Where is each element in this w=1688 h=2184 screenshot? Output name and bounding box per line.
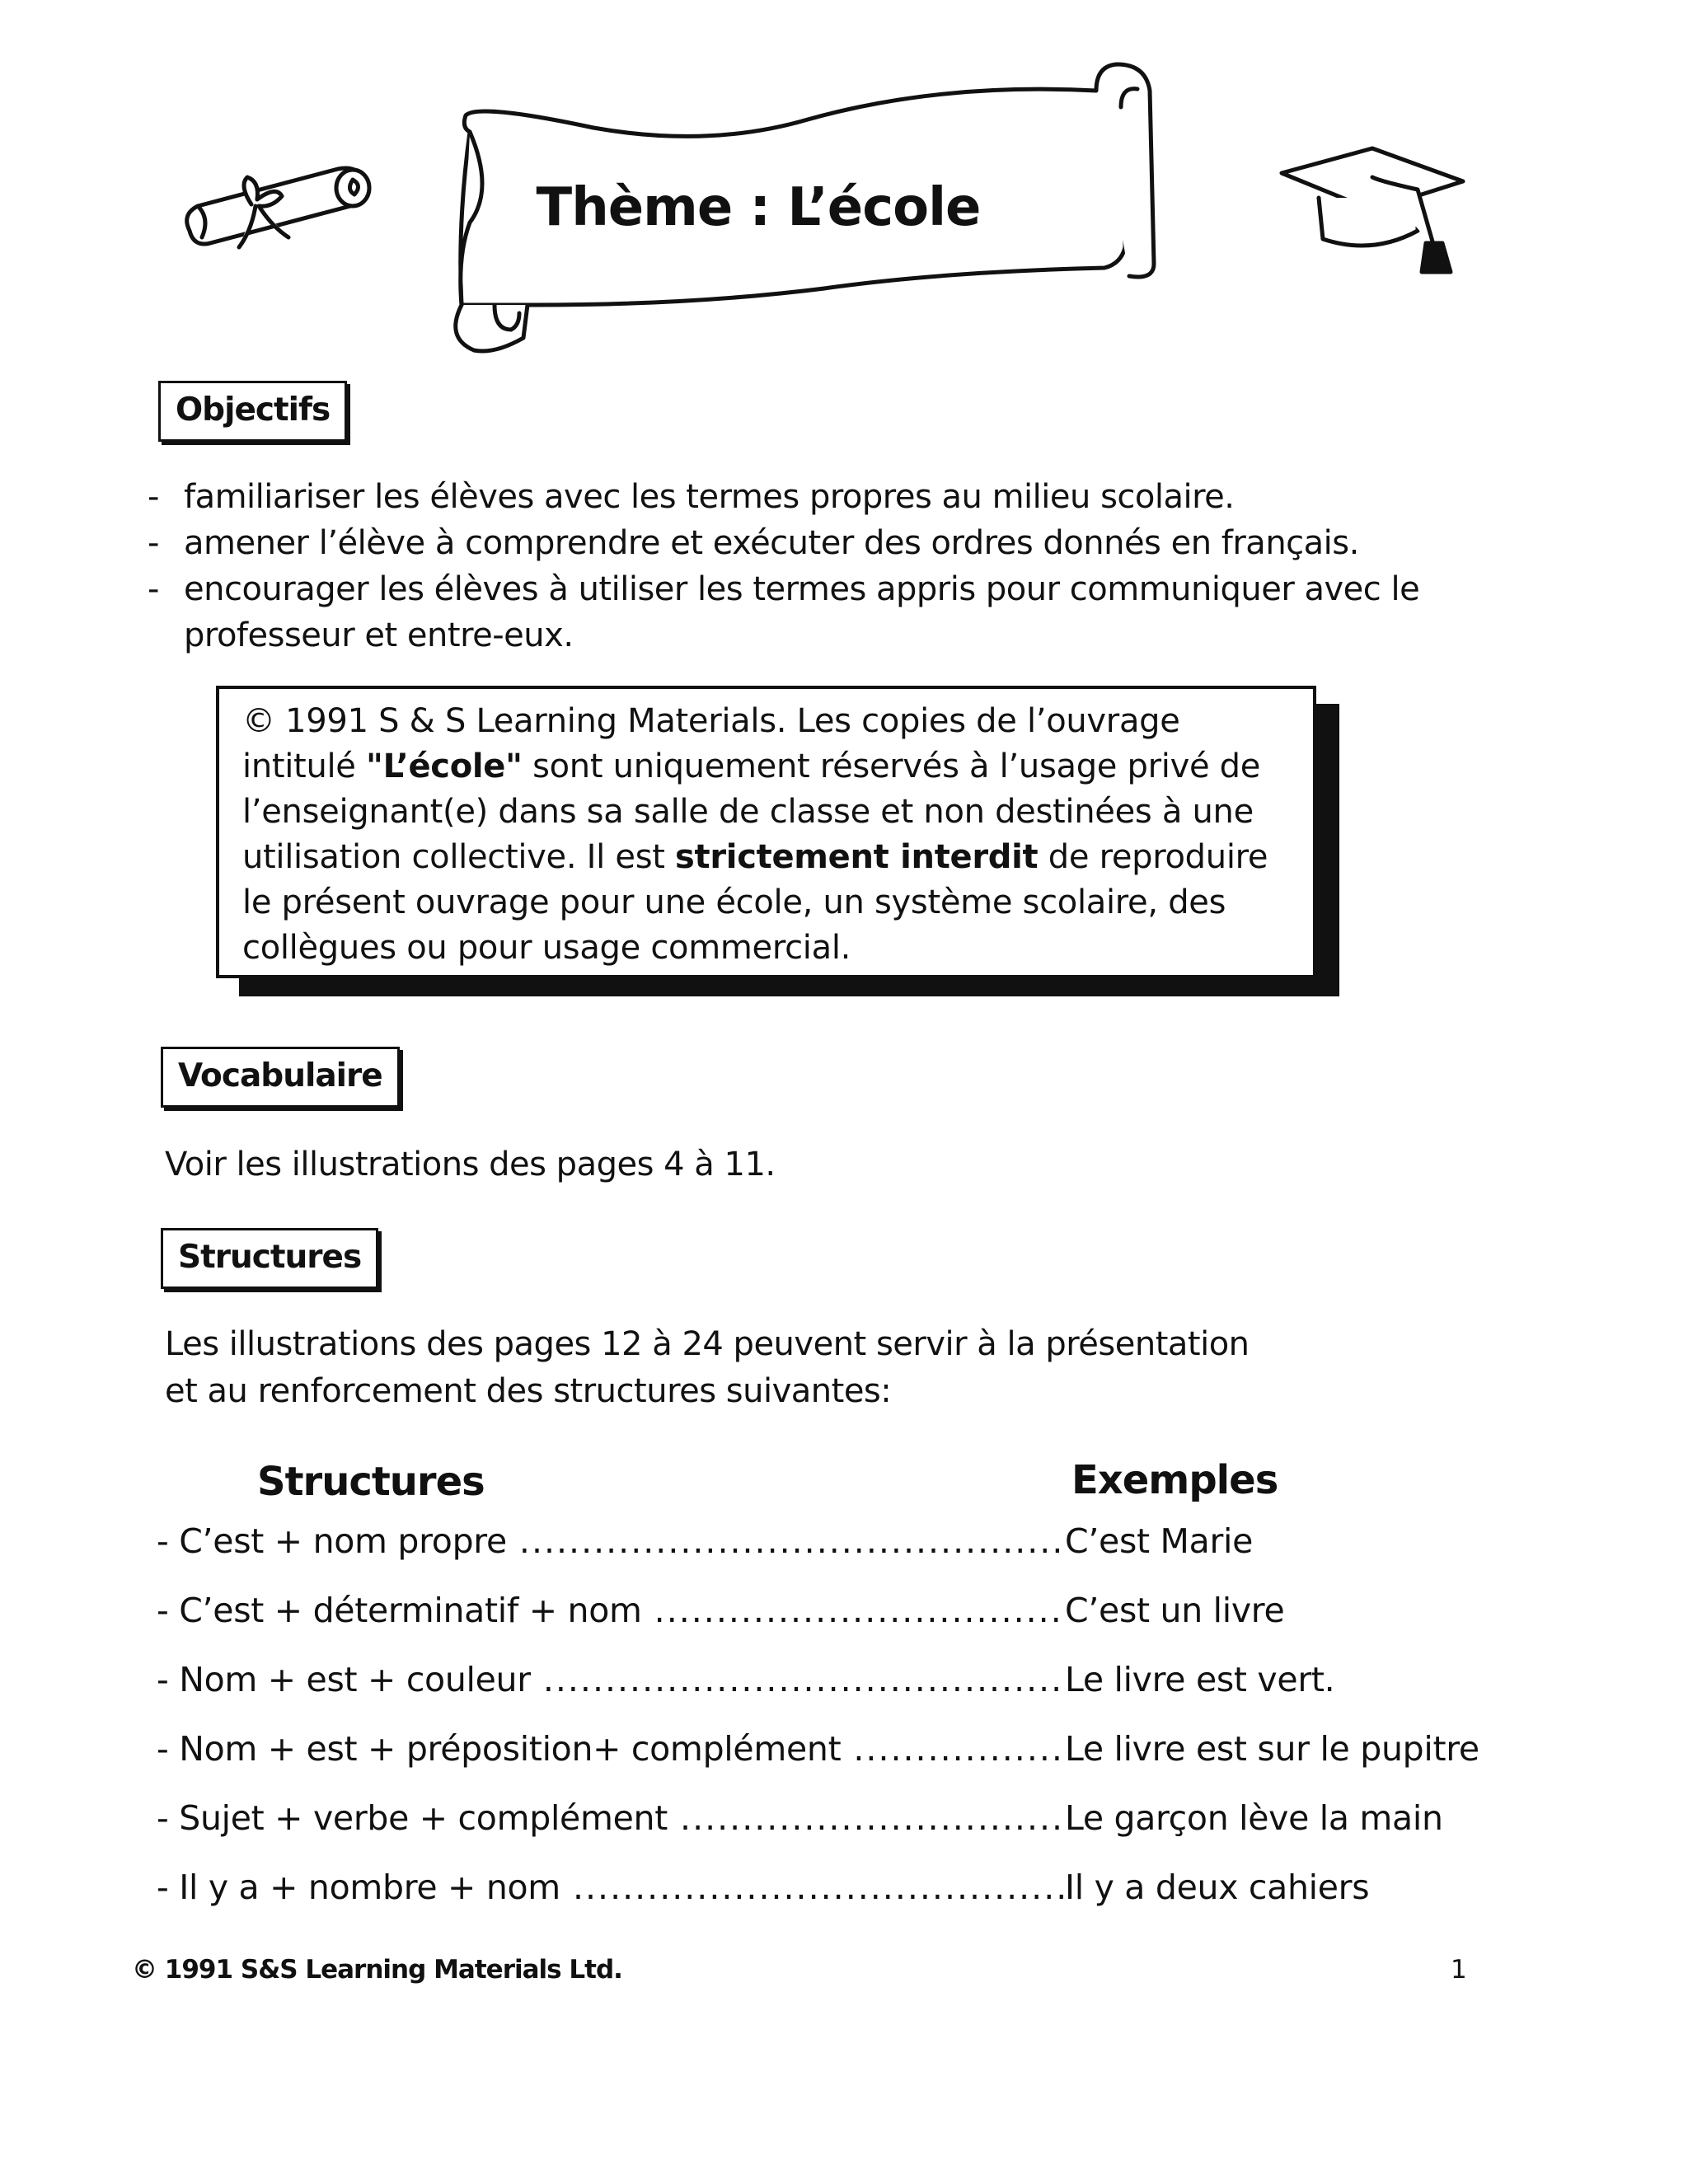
list-item: - amener l’élève à comprendre et exécuter des ordres donnés en français. (144, 520, 1504, 566)
table-row (157, 1864, 1508, 1933)
notice-bold-warning: strictement interdit (675, 838, 1039, 876)
graduation-cap-icon (1273, 140, 1471, 280)
structures-table (157, 1518, 1508, 1933)
structure-cell: - Il y a + nombre + nom ..... (157, 1864, 1063, 1910)
example-cell: Le livre est vert. (1063, 1657, 1334, 1703)
table-row (157, 1726, 1508, 1795)
table-row (157, 1657, 1508, 1726)
example-cell: Le garçon lève la main (1063, 1795, 1443, 1841)
example-cell: C’est un livre (1063, 1587, 1284, 1633)
notice-text: de reproduire le présent ouvrage pour une école, un système scolaire, des collègues ou pour usage commercial. (242, 838, 1268, 967)
structure-cell: - C’est + déterminatif + nom ..... (157, 1587, 1063, 1633)
structures-heading: Structures (161, 1228, 378, 1289)
structures-intro-line2: et au renforcement des structures suivantes: (165, 1372, 892, 1410)
example-cell: Le livre est sur le pupitre (1063, 1726, 1479, 1772)
structures-intro-line1: Les illustrations des pages 12 à 24 peuvent servir à la présentation (165, 1325, 1250, 1363)
footer-copyright: © 1991 S&S Learning Materials Ltd. (132, 1955, 622, 1985)
notice-bold-title: "L’école" (366, 748, 523, 785)
copyright-notice-box (216, 686, 1316, 978)
example-cell: C’est Marie (1063, 1518, 1253, 1564)
structure-cell: - Sujet + verbe + complément ..... (157, 1795, 1063, 1841)
structure-cell: - Nom + est + couleur ..... (157, 1657, 1063, 1703)
table-row (157, 1587, 1508, 1657)
example-cell: Il y a deux cahiers (1063, 1864, 1369, 1910)
page-title: Thème : L’école (536, 177, 981, 238)
column-header-structures: Structures (257, 1459, 485, 1505)
vocabulary-heading: Vocabulaire (161, 1047, 400, 1108)
structure-cell: - Nom + est + préposition+ complément ..... (157, 1726, 1063, 1772)
page-number: 1 (1451, 1955, 1467, 1985)
notice-text: © 1991 S & S Learning Materials. Les copies de l’ouvrage intitulé (242, 702, 1180, 785)
notice-text: sont uniquement réservés à l’usage privé de l’enseignant(e) dans sa salle de classe et non destinées à une utilisation collective. Il est (242, 748, 1261, 876)
vocabulary-text: Voir les illustrations des pages 4 à 11. (165, 1146, 776, 1183)
objectives-list (144, 474, 1504, 658)
table-row (157, 1518, 1508, 1587)
table-row (157, 1795, 1508, 1864)
column-header-examples: Exemples (1071, 1457, 1278, 1503)
list-item: - familiariser les élèves avec les termes propres au milieu scolaire. (144, 474, 1504, 520)
list-item: - encourager les élèves à utiliser les termes appris pour communiquer avec le professeur et entre-eux. (144, 566, 1504, 658)
diploma-icon (173, 140, 387, 272)
structure-cell: - C’est + nom propre ..... (157, 1518, 1063, 1564)
objectives-heading: Objectifs (158, 381, 347, 442)
